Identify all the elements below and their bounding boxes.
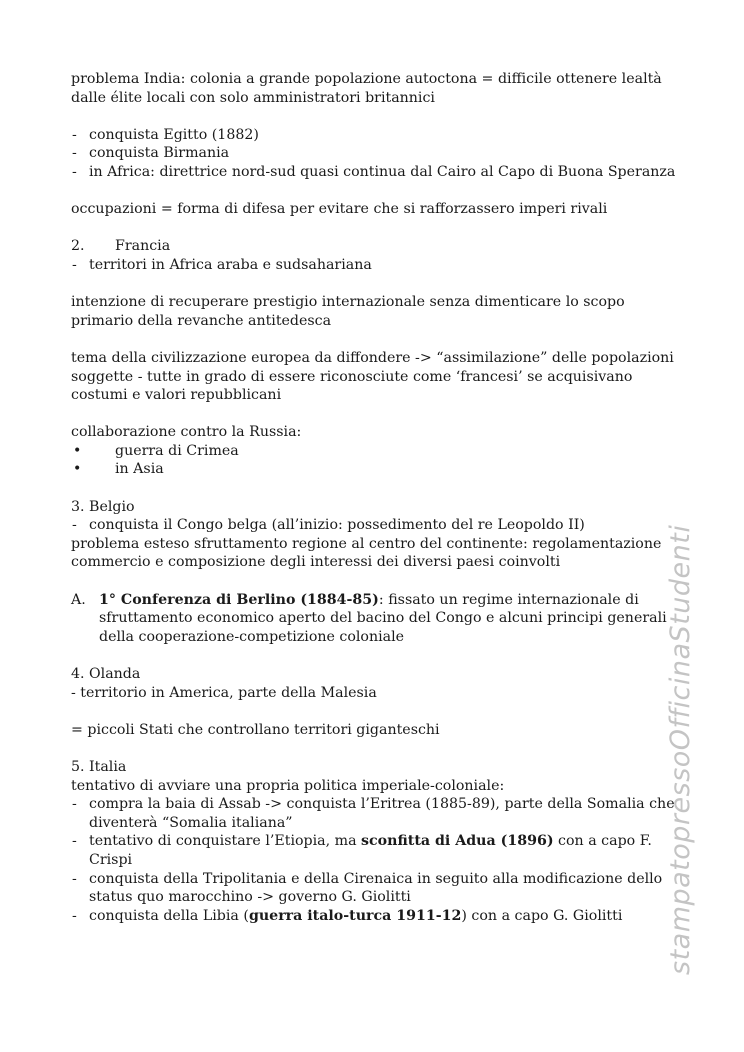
- paragraph-occupazioni: occupazioni = forma di difesa per evitare che si rafforzassero imperi rivali: [71, 201, 608, 218]
- paragraph-sfruttamento: problema esteso sfruttamento regione al centro del continente: regolamentazione commercio e composizione degli interessi dei diversi paesi coinvolti: [71, 535, 662, 571]
- heading-title: Francia: [115, 238, 171, 255]
- text-span: conquista della Libia (: [89, 907, 249, 924]
- list-item: - in Africa: direttrice nord-sud quasi continua dal Cairo al Capo di Buona Speranza: [71, 163, 681, 182]
- list-item: - conquista Birmania: [71, 144, 681, 163]
- list-item: - compra la baia di Assab -> conquista l’Eritrea (1885-89), parte della Somalia che diventerà “Somalia italiana”: [71, 795, 681, 832]
- bold-conferenza: 1° Conferenza di Berlino (1884-85): [99, 591, 379, 608]
- list-item: - conquista il Congo belga (all’inizio: possedimento del re Leopoldo II): [71, 516, 681, 535]
- text-span: ) con a capo G. Giolitti: [461, 907, 623, 924]
- watermark: stampatopressoOfficinaStudenti: [665, 524, 696, 975]
- list-britain: [71, 126, 681, 182]
- heading-belgio: 3. Belgio: [71, 498, 135, 515]
- alpha-text: : fissato un regime internazionale di sfruttamento economico aperto del bacino del Congo e alcuni principi generali della cooperazione-competizione coloniale: [99, 591, 667, 645]
- bold-adua: sconfitta di Adua (1896): [361, 833, 554, 850]
- page-content: [71, 70, 681, 925]
- list-belgio: [71, 516, 681, 535]
- alpha-item-berlino: [71, 591, 681, 647]
- paragraph-piccoli-stati: = piccoli Stati che controllano territori giganteschi: [71, 721, 440, 738]
- list-item: • in Asia: [71, 460, 681, 479]
- list-item: • guerra di Crimea: [71, 442, 681, 461]
- paragraph-india: problema India: colonia a grande popolazione autoctona = difficile ottenere lealtà dalle élite locali con solo amministratori britannici: [71, 71, 662, 106]
- heading-number: 2.: [71, 238, 85, 255]
- list-francia: [71, 256, 681, 275]
- heading-italia: 5. Italia: [71, 758, 127, 775]
- heading-olanda: 4. Olanda: [71, 666, 141, 682]
- paragraph-prestigio: intenzione di recuperare prestigio internazionale senza dimenticare lo scopo primario della revanche antitedesca: [71, 294, 625, 329]
- list-item: - territori in Africa araba e sudsahariana: [71, 256, 681, 275]
- paragraph-tentativo: tentativo di avviare una propria politica imperiale-coloniale:: [71, 777, 505, 794]
- list-italia: [71, 795, 681, 925]
- text-span: con a capo F. Crispi: [89, 833, 652, 868]
- text-span: tentativo di conquistare l’Etiopia, ma: [89, 833, 362, 850]
- paragraph-olanda: - territorio in America, parte della Malesia: [71, 684, 377, 701]
- heading-francia: [71, 237, 681, 256]
- paragraph-collaborazione: collaborazione contro la Russia:: [71, 424, 302, 441]
- list-item: - conquista della Tripolitania e della Cirenaica in seguito alla modificazione dello status quo marocchino -> governo G. Giolitti: [71, 870, 681, 907]
- alpha-marker: A.: [71, 591, 86, 608]
- paragraph-civilizzazione: tema della civilizzazione europea da diffondere -> “assimilazione” delle popolazioni soggette - tutte in grado di essere riconosciute come ‘francesi’ se acquisivano costumi e valori repubblicani: [71, 349, 674, 404]
- list-item: [71, 832, 681, 869]
- list-item: [71, 907, 681, 926]
- bold-guerra: guerra italo-turca 1911-12: [248, 907, 462, 924]
- list-item: - conquista Egitto (1882): [71, 126, 681, 145]
- list-russia: [71, 442, 681, 479]
